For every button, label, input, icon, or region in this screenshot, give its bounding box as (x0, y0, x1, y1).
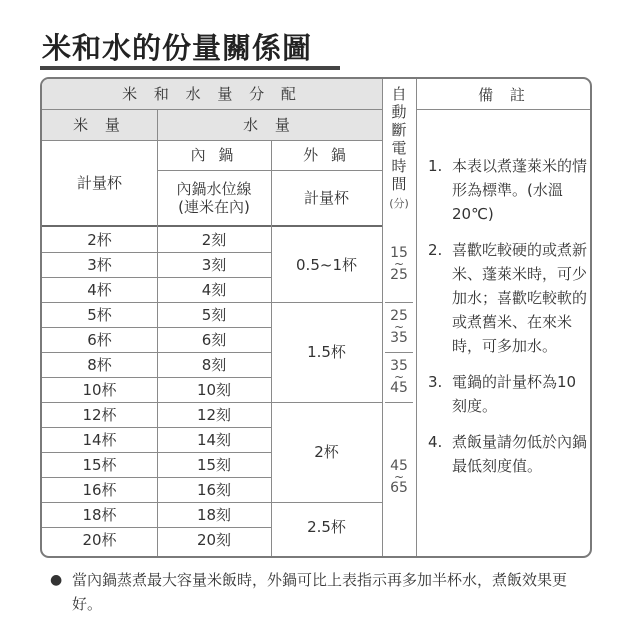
time-to: 35 (390, 329, 408, 346)
rice-cups-cell: 12杯 (82, 405, 117, 424)
outer-unit-label: 計量杯 (303, 189, 349, 207)
rice-cups-cell: 5杯 (87, 305, 112, 324)
notes-left-border (416, 79, 417, 558)
time-from: 25 (390, 307, 408, 324)
note-item (428, 154, 588, 226)
rice-cups-cell: 10杯 (82, 380, 117, 399)
inner-line-cell: 2刻 (201, 230, 227, 249)
time-from: 15 (390, 245, 408, 261)
auto-off-char: 自 (391, 85, 407, 103)
rice-cups-cell: 18杯 (82, 505, 117, 524)
time-to: 45 (390, 379, 408, 396)
inner-line-cell: 14刻 (196, 430, 232, 449)
time-tilde: ~ (393, 319, 405, 334)
auto-off-char: 斷 (391, 121, 407, 139)
rice-cups-cell: 3杯 (87, 255, 112, 274)
time-to: 65 (390, 479, 408, 496)
notes-header: 備 註 (478, 85, 531, 104)
grid-line-h (271, 502, 382, 503)
note-item (428, 430, 588, 478)
note-text: 本表以煮蓬萊米的情形為標準。(水溫20℃) (452, 157, 588, 223)
rice-unit-label: 計量杯 (76, 174, 122, 192)
grid-line-v (157, 109, 158, 558)
inner-line-cell: 18刻 (196, 505, 232, 524)
rice-water-table (40, 77, 592, 558)
note-item (428, 370, 588, 418)
note-number: 3. (428, 373, 443, 391)
rice-cups-cell: 14杯 (82, 430, 117, 449)
outer-cups-cell: 2杯 (314, 443, 339, 461)
auto-off-left-border (382, 79, 383, 558)
grid-line-h (42, 140, 382, 141)
grid-line-h (271, 402, 382, 403)
rice-cups-cell: 15杯 (82, 455, 117, 474)
auto-off-unit: (分) (389, 197, 409, 210)
inner-line-cell: 15刻 (196, 455, 232, 474)
rice-cups-cell: 6杯 (87, 330, 112, 349)
section-header: 米 和 水 量 分 配 (42, 79, 382, 109)
title-underline (40, 66, 340, 70)
inner-line-cell: 16刻 (196, 480, 232, 499)
note-text: 電鍋的計量杯為10刻度。 (452, 373, 577, 415)
footnote-text: 當內鍋蒸煮最大容量米飯時，外鍋可比上表指示再多加半杯水，煮飯效果更好。 (72, 571, 568, 613)
auto-off-time-range (382, 352, 416, 402)
inner-line-label (157, 170, 271, 226)
outer-cups-cell: 0.5~1杯 (296, 255, 357, 274)
outer-pot-header: 外 鍋 (303, 146, 350, 164)
inner-pot-header: 內 鍋 (190, 146, 238, 164)
auto-off-time-range (382, 302, 416, 352)
time-separator (385, 352, 413, 353)
outer-cups-cell: 2.5杯 (307, 518, 346, 536)
page-title: 米和水的份量關係圖 (42, 31, 313, 65)
inner-line-cell: 5刻 (201, 305, 227, 324)
inner-line-text: 內鍋水位線 (176, 180, 252, 198)
time-tilde: ~ (393, 469, 405, 484)
outer-cups-cell: 1.5杯 (307, 343, 346, 361)
note-number: 2. (428, 241, 443, 259)
time-to: 25 (390, 267, 408, 283)
inner-line-cell: 10刻 (196, 380, 232, 399)
grid-line-h (271, 302, 382, 303)
grid-line-h (157, 170, 382, 171)
note-number: 1. (428, 157, 443, 175)
rice-cups-cell: 8杯 (87, 355, 112, 374)
header-bottom-line (42, 225, 382, 227)
note-number: 4. (428, 433, 443, 451)
auto-off-char: 動 (391, 103, 407, 121)
grid-line-v (271, 140, 272, 558)
footnote (50, 568, 590, 616)
rice-cups-cell: 4杯 (87, 280, 112, 299)
auto-off-time-range (382, 227, 416, 302)
rice-cups-cell: 16杯 (82, 480, 117, 499)
inner-line-note: (連米在內) (178, 198, 250, 216)
auto-off-char: 間 (391, 175, 407, 193)
time-separator (385, 402, 413, 403)
rice-cups-cell: 2杯 (87, 230, 112, 249)
time-tilde: ~ (393, 369, 405, 384)
rice-cups-cell: 20杯 (82, 530, 117, 549)
inner-line-cell: 20刻 (196, 530, 232, 549)
bullet-icon: ● (50, 572, 63, 588)
auto-off-time-header (382, 79, 416, 223)
grid-line-h (42, 109, 382, 110)
time-from: 35 (390, 357, 408, 374)
grid-line-h (417, 109, 592, 110)
notes-list (428, 154, 588, 490)
auto-off-char: 電 (391, 139, 407, 157)
note-text: 喜歡吃較硬的或煮新米、蓬萊米時，可少加水；喜歡吃較軟的或煮舊米、在來米時，可多加水。 (452, 241, 588, 355)
inner-line-cell: 6刻 (201, 330, 227, 349)
auto-off-time-range (382, 402, 416, 552)
time-tilde: ~ (393, 257, 405, 271)
time-separator (385, 302, 413, 303)
auto-off-char: 時 (391, 157, 407, 175)
time-from: 45 (390, 457, 408, 474)
rice-header: 米 量 (42, 109, 157, 140)
inner-line-cell: 12刻 (196, 405, 232, 424)
inner-line-cell: 4刻 (201, 280, 227, 299)
water-header: 水 量 (157, 109, 382, 140)
note-text: 煮飯量請勿低於內鍋最低刻度值。 (452, 433, 588, 475)
inner-line-cell: 3刻 (201, 255, 227, 274)
note-item (428, 238, 588, 358)
inner-line-cell: 8刻 (201, 355, 227, 374)
